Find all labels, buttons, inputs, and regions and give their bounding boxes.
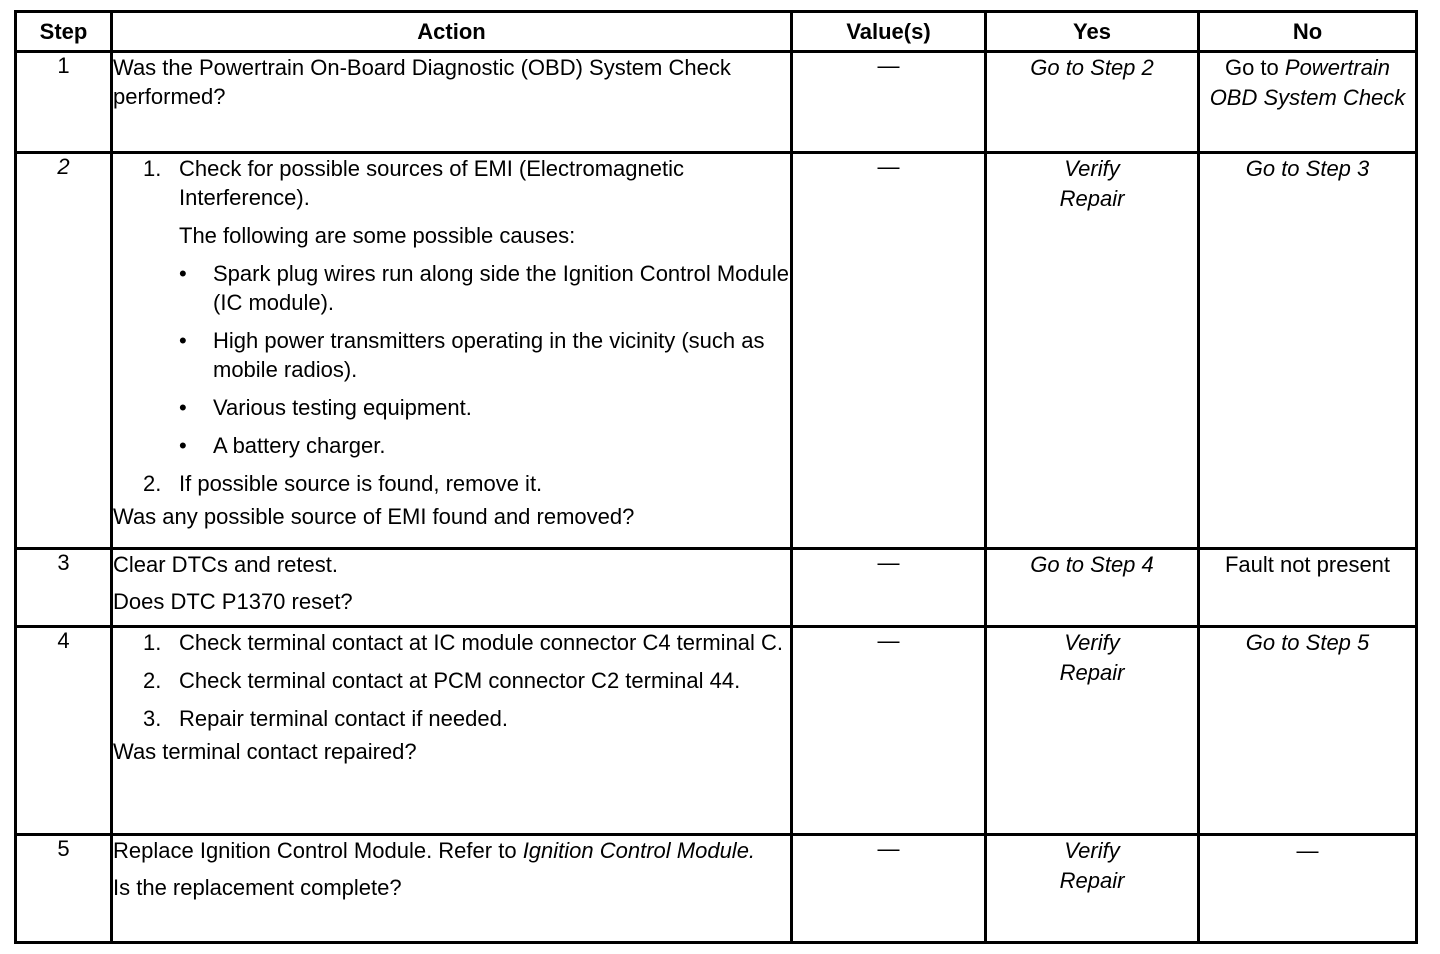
yes-cell: Verify Repair <box>986 627 1199 835</box>
numbered-item: 3. Repair terminal contact if needed. <box>143 706 508 731</box>
question-text: Was terminal contact repaired? <box>113 739 417 764</box>
action-text: Clear DTCs and retest. <box>113 552 338 577</box>
action-cell <box>112 549 792 627</box>
bullet-item: • High power transmitters operating in the vicinity (such as mobile radios). <box>179 328 765 382</box>
no-cell <box>1199 52 1417 153</box>
table-row-step-1 <box>16 52 1417 153</box>
numbered-item: 2. Check terminal contact at PCM connector C2 terminal 44. <box>143 668 741 693</box>
yes-cell: Go to Step 4 <box>986 549 1199 627</box>
no-link: Powertrain OBD System Check <box>1209 55 1406 110</box>
yes-cell: Verify Repair <box>986 153 1199 549</box>
table-row-step-5 <box>16 835 1417 943</box>
numbered-item: 2. If possible source is found, remove it. <box>143 471 543 496</box>
bullet-item: • A battery charger. <box>179 433 386 458</box>
no-cell: Go to Step 5 <box>1199 627 1417 835</box>
question-text: Was any possible source of EMI found and removed? <box>113 504 635 529</box>
yes-cell: Verify Repair <box>986 835 1199 943</box>
value-cell: — <box>792 627 986 835</box>
action-link: Ignition Control Module. <box>522 838 756 863</box>
item-note: The following are some possible causes: <box>179 223 576 248</box>
header-row <box>16 12 1417 52</box>
step-number: 5 <box>16 835 112 943</box>
yes-cell: Go to Step 2 <box>986 52 1199 153</box>
action-cell <box>112 627 792 835</box>
action-cell <box>112 153 792 549</box>
table-row-step-3 <box>16 549 1417 627</box>
no-cell: Go to Step 3 <box>1199 153 1417 549</box>
no-cell: Fault not present <box>1199 549 1417 627</box>
header-no: No <box>1199 12 1417 52</box>
value-cell: — <box>792 835 986 943</box>
numbered-item: 1. Check terminal contact at IC module connector C4 terminal C. <box>143 630 784 655</box>
step-number: 1 <box>16 52 112 153</box>
table-row-step-4 <box>16 627 1417 835</box>
action-cell <box>112 52 792 153</box>
value-cell: — <box>792 153 986 549</box>
action-cell <box>112 835 792 943</box>
no-cell: — <box>1199 835 1417 943</box>
value-cell: — <box>792 52 986 153</box>
action-text: Replace Ignition Control Module. Refer to Ignition Control Module. <box>113 838 756 863</box>
diagnostic-table <box>14 10 1418 944</box>
no-prefix: Go to <box>1224 55 1279 80</box>
step-number: 3 <box>16 549 112 627</box>
question-text: Does DTC P1370 reset? <box>113 589 353 614</box>
question-text: Is the replacement complete? <box>113 875 402 900</box>
numbered-item: 1. Check for possible sources of EMI (Electromagnetic Interference). <box>143 156 684 210</box>
step-number: 4 <box>16 627 112 835</box>
bullet-item: • Spark plug wires run along side the Ignition Control Module (IC module). <box>179 261 789 315</box>
step-number: 2 <box>16 153 112 549</box>
table-row-step-2 <box>16 153 1417 549</box>
value-cell: — <box>792 549 986 627</box>
header-yes: Yes <box>986 12 1199 52</box>
header-step: Step <box>16 12 112 52</box>
header-action: Action <box>112 12 792 52</box>
header-values: Value(s) <box>792 12 986 52</box>
action-text: Was the Powertrain On-Board Diagnostic (OBD) System Check performed? <box>113 55 731 109</box>
bullet-item: • Various testing equipment. <box>179 395 472 420</box>
